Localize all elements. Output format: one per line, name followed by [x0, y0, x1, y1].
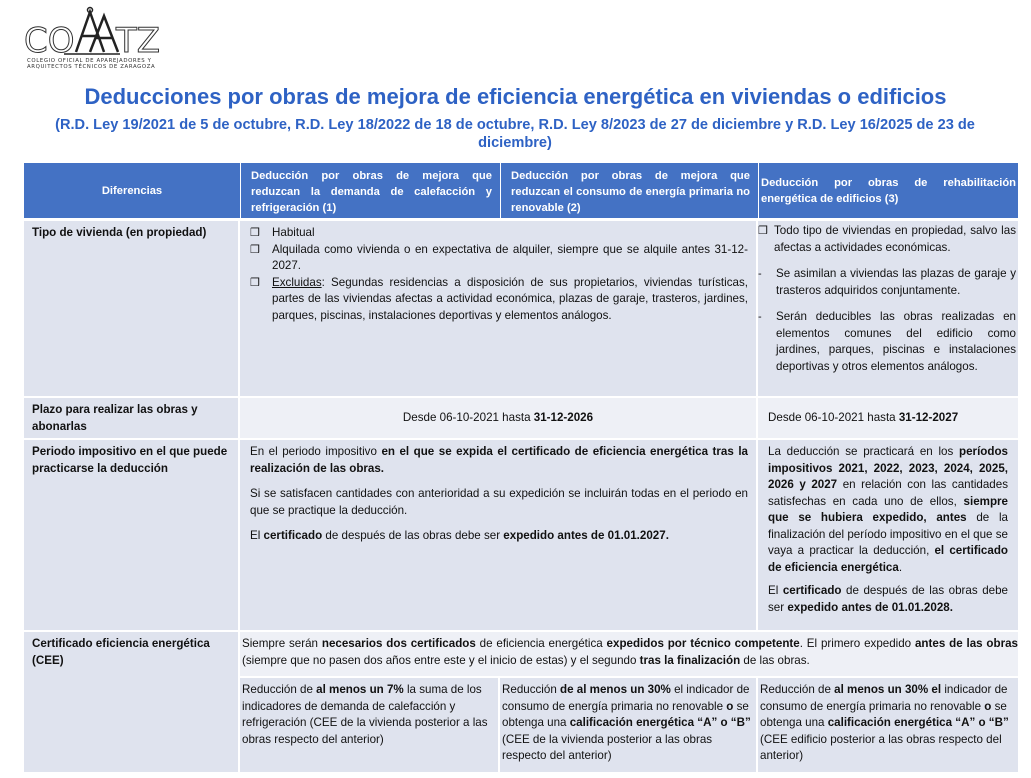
periodo-r2b: certificado [782, 584, 842, 597]
header-deduction-3 [758, 163, 1018, 218]
periodo-1-2-para-1 [250, 444, 748, 477]
cee-deduction-2 [500, 678, 756, 772]
cee-2-a: Reducción [502, 683, 561, 696]
checkbox-bullet-icon: ❒ [758, 225, 768, 237]
periodo-3-para-1 [768, 444, 1008, 576]
excluidas-text: : Segundas residencias a disposición de sus propietarios, viviendas turísticas, partes de las viviendas afectas a actividad económica, plazas de garaje, trasteros, jardines, parques, piscinas, instalaciones deportivas y elementos análogos. [272, 275, 748, 322]
tipo-bullet-habitual: Habitual [272, 226, 315, 239]
tipo-3-item-1: Todo tipo de viviendas en propiedad, salvo las afectas a actividades económicas. [774, 224, 1016, 254]
plazo-deduction-3 [758, 398, 1018, 438]
header-differences [24, 163, 240, 218]
periodo-l3d: expedido antes de 01.01.2027. [503, 529, 669, 542]
label-tipo-vivienda: Tipo de vivienda (en propiedad) [24, 221, 238, 396]
cee-common-text [240, 632, 1018, 676]
svg-text:TZ: TZ [116, 21, 161, 60]
periodo-r1e: de la finalización del período impositivo en el que se vaya a practicar la deducción, [768, 511, 1008, 557]
plazo-1-2-until: 31-12-2026 [533, 410, 594, 424]
periodo-l3c: de después de las obras debe ser [322, 529, 504, 542]
cee-2-d: o [726, 699, 734, 713]
cee-top-g: (siempre que no pasen dos años entre este y el inicio de estas) y el segundo [242, 653, 640, 667]
cee-top-d: expedidos por técnico competente [606, 637, 800, 650]
cee-2-c: el indicador de consumo de energía primaria no renovable [502, 683, 750, 713]
cee-2-b: de al menos un 30% [560, 683, 671, 696]
plazo-1-2-from: Desde 06-10-2021 hasta [402, 410, 534, 424]
periodo-r1g: . [898, 560, 903, 574]
header-deduction-2-label: Deducción por obras de mejora que reduzcan el consumo de energía primaria no renovable (2) [511, 170, 750, 214]
periodo-3-para-2 [768, 583, 1008, 616]
row-tipo-vivienda [24, 221, 1018, 396]
cee-3-b: al menos un 30% el [834, 683, 942, 696]
cee-top-e: . El primero expedido [799, 637, 915, 650]
logo-subtitle-line2: ARQUITECTOS TÉCNICOS DE ZARAGOZA [27, 64, 156, 71]
label-plazo: Plazo para realizar las obras y abonarlas [24, 398, 238, 438]
cee-top-b: necesarios dos certificados [321, 637, 476, 650]
cee-3-e: se obtenga una [760, 699, 1007, 729]
cee-2-e: se obtenga una [502, 699, 749, 729]
tipo-3-item-3: Serán deducibles las obras realizadas en elementos comunes del edificio como jardines, parques, piscinas e instalaciones deportivas y otros elementos análogos. [776, 310, 1016, 373]
cee-3-c: indicador de consumo de energía primaria no renovable [760, 683, 1008, 713]
checkbox-bullet-icon: ❒ [250, 243, 260, 256]
periodo-l1a: En el periodo impositivo [250, 445, 382, 458]
page-title: Deducciones por obras de mejora de eficiencia energética en viviendas o edificios [84, 84, 947, 109]
tipo-3-item-2: Se asimilan a viviendas las plazas de garaje y trasteros adquiridos conjuntamente. [776, 267, 1016, 297]
tipo-bullet-alquilada: Alquilada como vivienda o en expectativa de alquiler, siempre que se alquile antes 31-12-2027. [272, 242, 748, 272]
cee-2-g: (CEE de la vivienda posterior a las obras respecto del anterior) [502, 732, 713, 762]
plazo-1-2-text [403, 410, 593, 427]
periodo-deduction-3 [758, 440, 1018, 630]
tipo-vivienda-deduction-1-2 [240, 221, 756, 396]
cee-top-c: de eficiencia energética [475, 637, 607, 650]
periodo-r1b: períodos impositivos 2021, 2022, 2023, 2024, 2025, 2026 y 2027 [768, 445, 1008, 491]
list-item [758, 266, 1016, 299]
header-deduction-3-label: Deducción por obras de rehabilitación energética de edificios (3) [761, 177, 1016, 205]
page-subtitle: (R.D. Ley 19/2021 de 5 de octubre, R.D. Ley 18/2022 de 18 de octubre, R.D. Ley 8/2023 de 27 de diciembre y R.D. Ley 16/2025 de 23 de diciembre) [55, 117, 975, 151]
periodo-r1d: siempre que se hubiera expedido, antes [768, 494, 1008, 524]
dash-bullet: - [758, 311, 762, 323]
checkbox-bullet-icon: ❒ [250, 227, 260, 239]
plazo-deduction-1-2 [240, 398, 756, 438]
cee-3-g: (CEE edificio posterior a las obras respecto del anterior) [760, 732, 1002, 762]
list-item [250, 242, 748, 275]
periodo-r2c: de después de las obras debe ser [768, 584, 1008, 614]
cee-deduction-1 [240, 678, 498, 772]
cee-2-f: calificación energética “A” o “B” [569, 716, 751, 729]
periodo-l1b: en el que se expida el certificado de eficiencia energética tras la realización de las obras. [250, 445, 748, 475]
plazo-3-text [768, 410, 958, 427]
list-item [250, 225, 748, 242]
dash-bullet: - [758, 268, 762, 280]
periodo-deduction-1-2 [240, 440, 756, 630]
list-item [250, 275, 748, 325]
logo-subtitle-line1: COLEGIO OFICIAL DE APAREJADORES Y [27, 58, 152, 64]
label-periodo: Periodo impositivo en el que puede practicarse la deducción [24, 440, 238, 630]
tipo-vivienda-deduction-3 [758, 221, 1018, 396]
periodo-r1f: el certificado de eficiencia energética [768, 544, 1008, 574]
cee-top-i: de las obras. [740, 653, 810, 667]
plazo-3-until: 31-12-2027 [898, 410, 959, 424]
periodo-r1a: La deducción se practicará en los [768, 445, 960, 458]
periodo-l3a: El [250, 529, 264, 542]
header-deduction-2 [500, 163, 758, 218]
plazo-3-from: Desde 06-10-2021 hasta [768, 410, 899, 424]
tipo-bullet-excluidas [272, 275, 748, 325]
cee-3-f: calificación energética “A” o “B” [827, 716, 1009, 729]
list-item [758, 309, 1016, 375]
periodo-r2d: expedido antes de 01.01.2028. [787, 600, 953, 614]
cee-top-f: antes de las obras [914, 637, 1019, 650]
periodo-l3b: certificado [263, 529, 323, 542]
cee-deduction-3 [758, 678, 1018, 772]
row-plazo [24, 398, 1018, 438]
excluidas-label: Excluidas [272, 275, 322, 289]
periodo-r2a: El [768, 584, 783, 597]
row-periodo [24, 440, 1018, 630]
periodo-1-2-para-2: Si se satisfacen cantidades con anterioridad a su expedición se incluirán todas en el periodo en que se practique la deducción. [250, 487, 748, 517]
header-differences-label: Diferencias [101, 184, 163, 197]
cee-1-a: Reducción de [242, 683, 317, 696]
header-deduction-1 [240, 163, 500, 218]
cee-top-a: Siempre serán [242, 637, 322, 650]
row-cee [24, 632, 1018, 772]
periodo-r1c: en relación con las cantidades satisfechas en cada uno de ellos, [768, 478, 1008, 508]
label-cee: Certificado eficiencia energética (CEE) [24, 632, 238, 772]
cee-3-d: o [984, 699, 992, 713]
periodo-1-2-para-3 [250, 528, 748, 545]
list-item [758, 223, 1016, 256]
table-header-row [24, 163, 1018, 218]
cee-1-b: al menos un 7% [316, 683, 404, 696]
cee-3-a: Reducción de [760, 683, 835, 696]
cee-1-c: la suma de los indicadores de demanda de calefacción y refrigeración (CEE de la vivienda posterior a las obras respecto del anterior) [242, 683, 488, 746]
checkbox-bullet-icon: ❒ [250, 276, 260, 289]
svg-text:CO: CO [24, 21, 75, 60]
coaatz-logo-mark [24, 4, 184, 60]
logo-subtitle [27, 58, 177, 71]
header-deduction-1-label: Deducción por obras de mejora que reduzcan la demanda de calefacción y refrigeración (1) [251, 170, 492, 214]
cee-top-h: tras la finalización [639, 653, 741, 667]
